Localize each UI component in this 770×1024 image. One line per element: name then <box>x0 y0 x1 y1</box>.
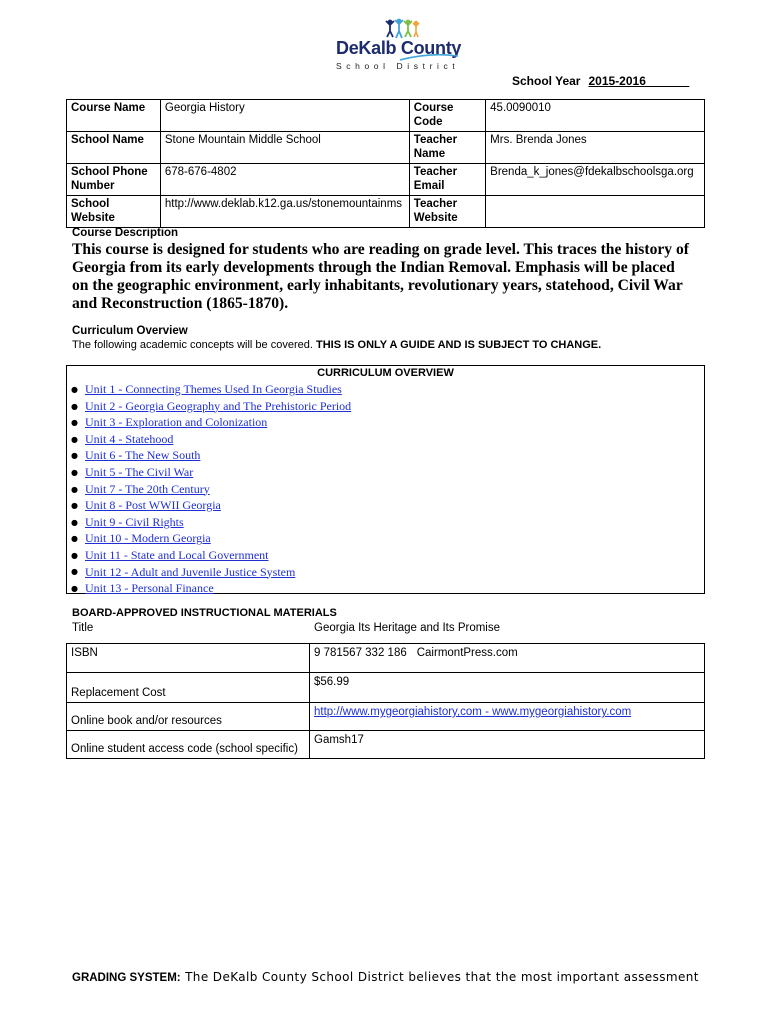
curriculum-overview-label: Curriculum Overview <box>72 325 188 337</box>
materials-heading: BOARD-APPROVED INSTRUCTIONAL MATERIALS <box>72 607 337 619</box>
replacement-cost-label: Replacement Cost <box>67 673 310 703</box>
school-year-label: School Year <box>512 74 581 88</box>
bullet-icon: ● <box>71 584 78 594</box>
grading-text: The DeKalb County School District believes that the most important assessment <box>185 970 699 984</box>
list-item <box>71 447 704 464</box>
unit-link[interactable]: Unit 7 - The 20th Century <box>85 481 210 496</box>
unit-link[interactable]: Unit 1 - Connecting Themes Used In Georgia Studies <box>85 382 342 396</box>
course-info-table <box>66 99 705 228</box>
teacher-website-value <box>486 196 705 228</box>
online-resources-label: Online book and/or resources <box>67 703 310 731</box>
unit-link[interactable]: Unit 10 - Modern Georgia <box>85 531 211 546</box>
curriculum-note <box>72 339 601 351</box>
curriculum-overview-heading: CURRICULUM OVERVIEW <box>317 367 454 379</box>
course-name-value: Georgia History <box>160 100 409 132</box>
teacher-name-value: Mrs. Brenda Jones <box>486 132 705 164</box>
teacher-email-value[interactable]: Brenda_k_jones@fdekalbschoolsga.org <box>486 164 705 196</box>
unit-link[interactable]: Unit 8 - Post WWII Georgia <box>85 498 221 513</box>
school-website-value[interactable]: http://www.deklab.k12.ga.us/stonemountainms <box>160 196 409 228</box>
dekalb-logo <box>330 18 460 78</box>
table-row <box>67 703 705 731</box>
school-year <box>512 74 689 88</box>
teacher-email-label: Teacher Email <box>409 164 485 196</box>
unit-link[interactable]: Unit 12 - Adult and Juvenile Justice System <box>85 564 296 579</box>
unit-link[interactable]: Unit 13 - Personal Finance <box>85 581 214 596</box>
curriculum-note-text: The following academic concepts will be covered. <box>72 339 313 351</box>
list-item <box>71 514 704 531</box>
unit-link[interactable]: Unit 5 - The Civil War <box>85 464 194 479</box>
list-item <box>71 431 704 448</box>
bullet-icon: ● <box>71 434 78 444</box>
curriculum-note-emphasis: THIS IS ONLY A GUIDE AND IS SUBJECT TO CHANGE. <box>315 339 602 351</box>
bullet-icon: ● <box>71 501 78 511</box>
logo-subtitle: School District <box>336 61 460 71</box>
list-item <box>71 530 704 547</box>
access-code-value: Gamsh17 <box>310 731 705 759</box>
bullet-icon: ● <box>71 418 78 428</box>
grading-system <box>72 968 699 986</box>
school-phone-label: School Phone Number <box>67 164 161 196</box>
bullet-icon: ● <box>71 534 78 544</box>
people-figures-icon <box>382 18 422 40</box>
teacher-website-label: Teacher Website <box>409 196 485 228</box>
course-description-label: Course Description <box>72 227 179 239</box>
table-row <box>67 100 705 132</box>
table-row <box>67 673 705 703</box>
table-row <box>67 132 705 164</box>
school-year-value: 2015-2016 ______ <box>588 74 690 88</box>
grading-label: GRADING SYSTEM: <box>72 972 181 984</box>
list-item <box>71 547 704 564</box>
bullet-icon: ● <box>71 550 78 560</box>
list-item <box>71 381 704 398</box>
publisher-value: CairmontPress.com <box>416 647 518 659</box>
table-row <box>67 644 705 673</box>
teacher-name-label: Teacher Name <box>409 132 485 164</box>
online-resources-value <box>310 703 705 731</box>
bullet-icon: ● <box>71 451 78 461</box>
course-description-text: This course is designed for students who are reading on grade level. This traces the history of Georgia from its early developments through the Indian Removal. Emphasis will be placed on the geographic environment, early inhabitants, revolutionary years, statehood, Civil War and Reconstruction (1865-1870). <box>72 241 689 312</box>
access-code-label: Online student access code (school specific) <box>67 731 310 759</box>
unit-link[interactable]: Unit 6 - The New South <box>85 448 201 463</box>
unit-link[interactable]: Unit 3 - Exploration and Colonization <box>85 415 268 430</box>
units-list <box>67 381 704 597</box>
curriculum-overview-box <box>66 365 705 594</box>
isbn-cell <box>310 644 705 673</box>
list-item <box>71 414 704 431</box>
school-name-label: School Name <box>67 132 161 164</box>
bullet-icon: ● <box>71 567 78 577</box>
bullet-icon: ● <box>71 401 78 411</box>
unit-link[interactable]: Unit 4 - Statehood <box>85 431 174 446</box>
replacement-cost-value: $56.99 <box>310 673 705 703</box>
materials-table <box>66 643 705 759</box>
list-item <box>71 580 704 597</box>
bullet-icon: ● <box>71 517 78 527</box>
bullet-icon: ● <box>71 484 78 494</box>
materials-title-value: Georgia Its Heritage and Its Promise <box>314 622 500 634</box>
list-item <box>71 398 704 415</box>
table-row <box>67 196 705 228</box>
school-phone-value: 678-676-4802 <box>160 164 409 196</box>
course-name-label: Course Name <box>67 100 161 132</box>
list-item <box>71 497 704 514</box>
logo-name: DeKalb County <box>336 38 462 58</box>
unit-link[interactable]: Unit 2 - Georgia Geography and The Prehistoric Period <box>85 398 352 413</box>
school-name-value: Stone Mountain Middle School <box>160 132 409 164</box>
list-item <box>71 481 704 498</box>
unit-link[interactable]: Unit 9 - Civil Rights <box>85 514 184 529</box>
table-row <box>67 731 705 759</box>
materials-title-label: Title <box>72 622 94 634</box>
online-resources-link[interactable]: http://www.mygeorgiahistory,com - www.mygeorgiahistory.com <box>314 706 632 718</box>
school-website-label: School Website <box>67 196 161 228</box>
isbn-label: ISBN <box>67 644 310 673</box>
table-row <box>67 164 705 196</box>
course-code-value: 45.0090010 <box>486 100 705 132</box>
bullet-icon: ● <box>71 384 78 394</box>
isbn-value: 9 781567 332 186 <box>314 647 407 659</box>
unit-link[interactable]: Unit 11 - State and Local Government <box>85 547 269 562</box>
list-item <box>71 464 704 481</box>
list-item <box>71 564 704 581</box>
course-code-label: Course Code <box>409 100 485 132</box>
bullet-icon: ● <box>71 467 78 477</box>
